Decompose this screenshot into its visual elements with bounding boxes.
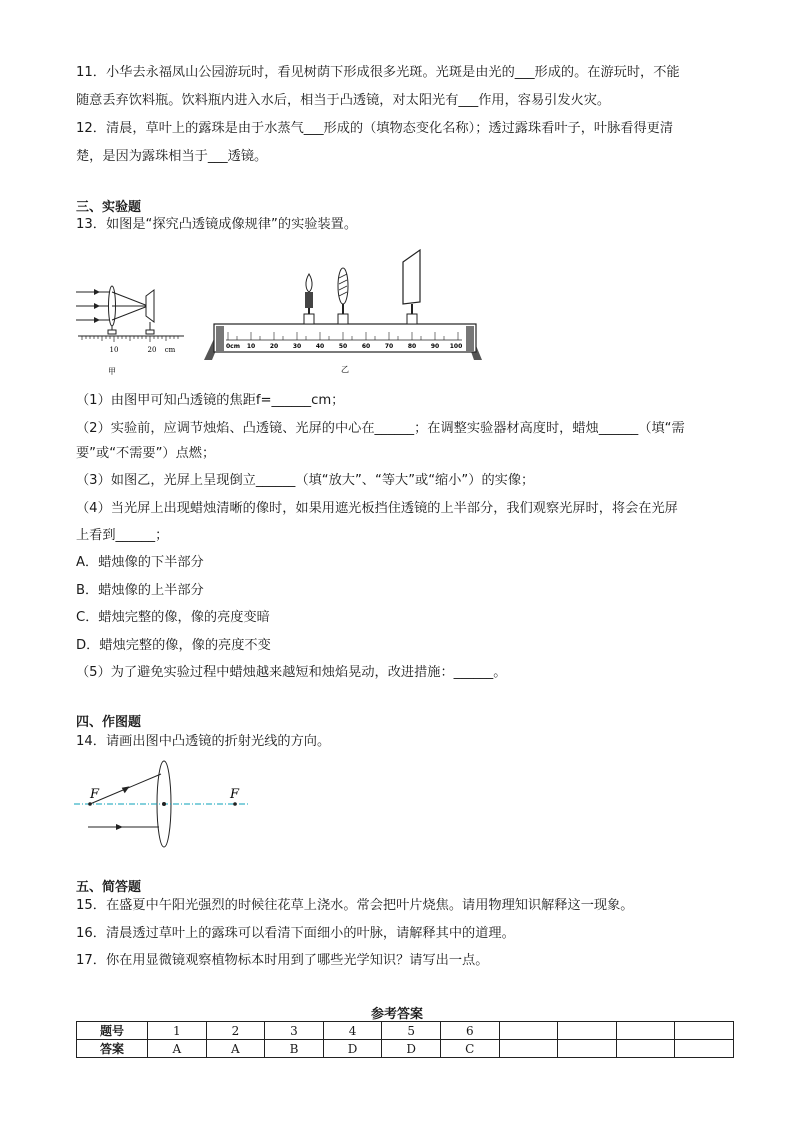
fig-yi-tick-10: 10 [246, 343, 256, 350]
answer-cell: D [382, 1040, 441, 1058]
number-cell [558, 1022, 617, 1040]
answer-cell [616, 1040, 675, 1058]
fig-yi-tick-30: 30 [292, 343, 302, 350]
answers-title: 参考答案 [370, 1007, 423, 1022]
q13-part3: （3）如图乙，光屏上呈现倒立______（填“放大”、“等大”或“缩小”）的实像； [76, 473, 535, 488]
row-header-number: 题号 [77, 1022, 148, 1040]
fig-yi-label: 乙 [341, 365, 349, 374]
fig-yi-tick-100: 100 [449, 343, 463, 350]
q13-part4-line2: 上看到______； [76, 528, 169, 543]
fig-jia-label: 甲 [108, 367, 116, 376]
answers-table [76, 1021, 734, 1058]
answer-cell: B [265, 1040, 324, 1058]
candle [304, 274, 314, 324]
fig-jia-tick-20: 20 [147, 346, 157, 354]
number-cell [616, 1022, 675, 1040]
number-cell [675, 1022, 734, 1040]
fig-jia-tick-10: 10 [109, 346, 119, 354]
fig-yi-tick-80: 80 [407, 343, 417, 350]
figure-yi-optical-bench [200, 244, 490, 378]
number-cell: 6 [440, 1022, 499, 1040]
answer-cell: C [440, 1040, 499, 1058]
q17: 17．你在用显微镜观察植物标本时用到了哪些光学知识？请写出一点。 [76, 953, 489, 968]
q13-stem: 13．如图是“探究凸透镜成像规律”的实验装置。 [76, 217, 358, 232]
convex-lens [338, 268, 348, 324]
answer-cell: A [206, 1040, 265, 1058]
section-short-answer-heading: 五、简答题 [76, 880, 142, 895]
table-row [77, 1040, 734, 1058]
q13-option-d: D．蜡烛完整的像，像的亮度不变 [76, 638, 271, 653]
q15: 15．在盛夏中午阳光强烈的时候往花草上浇水。常会把叶片烧焦。请用物理知识解释这一现象。 [76, 898, 634, 913]
fig-yi-tick-0: 0cm [226, 343, 240, 350]
number-cell: 3 [265, 1022, 324, 1040]
q13-option-a: A．蜡烛像的下半部分 [76, 555, 204, 570]
answer-cell [675, 1040, 734, 1058]
section-experiment-heading: 三、实验题 [76, 200, 142, 215]
answer-cell: D [323, 1040, 382, 1058]
q13-part4-line1: （4）当光屏上出现蜡烛清晰的像时，如果用遮光板挡住透镜的上半部分，我们观察光屏时，将会在光屏 [76, 501, 678, 516]
focus-right-label: F [230, 787, 240, 802]
light-screen [403, 250, 420, 324]
fig-yi-tick-60: 60 [361, 343, 371, 350]
fig-yi-tick-50: 50 [338, 343, 348, 350]
fig-yi-tick-70: 70 [384, 343, 394, 350]
fig-yi-tick-20: 20 [269, 343, 279, 350]
q11-line2: 随意丢弃饮料瓶。饮料瓶内进入水后，相当于凸透镜，对太阳光有___作用，容易引发火灾。 [76, 93, 611, 108]
figure-q14-lens-diagram [72, 758, 252, 850]
number-cell: 4 [323, 1022, 382, 1040]
q13-option-b: B．蜡烛像的上半部分 [76, 583, 204, 598]
q11-line1: 11．小华去永福凤山公园游玩时，看见树荫下形成很多光斑。光斑是由光的___形成的。在游玩时，不能 [76, 65, 680, 80]
q13-part2-line1: （2）实验前，应调节烛焰、凸透镜、光屏的中心在______；在调整实验器材高度时，蜡烛______（填“需 [76, 421, 685, 436]
number-cell: 5 [382, 1022, 441, 1040]
q12-line2: 楚，是因为露珠相当于___透镜。 [76, 149, 268, 164]
row-header-answer: 答案 [77, 1040, 148, 1058]
fig-yi-tick-90: 90 [430, 343, 440, 350]
q13-part1: （1）由图甲可知凸透镜的焦距f=______cm； [76, 393, 345, 408]
focus-left-label: F [90, 787, 100, 802]
q13-part5: （5）为了避免实验过程中蜡烛越来越短和烛焰晃动，改进措施：______。 [76, 665, 507, 680]
q14-stem: 14．请画出图中凸透镜的折射光线的方向。 [76, 734, 331, 749]
number-cell [499, 1022, 558, 1040]
q16: 16．清晨透过草叶上的露珠可以看清下面细小的叶脉，请解释其中的道理。 [76, 926, 515, 941]
q12-line1: 12．清晨，草叶上的露珠是由于水蒸气___形成的（填物态变化名称）；透过露珠看叶子，叶脉看得更清 [76, 121, 674, 136]
answer-cell [499, 1040, 558, 1058]
figure-jia-focal-length [74, 268, 194, 378]
number-cell: 1 [148, 1022, 207, 1040]
answer-cell: A [148, 1040, 207, 1058]
table-row [77, 1022, 734, 1040]
fig-yi-tick-40: 40 [315, 343, 325, 350]
fig-jia-tick-cm: cm [164, 346, 176, 354]
section-drawing-heading: 四、作图题 [76, 715, 142, 730]
q13-option-c: C．蜡烛完整的像，像的亮度变暗 [76, 610, 270, 625]
answer-cell [558, 1040, 617, 1058]
q13-part2-line2: 要”或“不需要”）点燃； [76, 446, 216, 461]
number-cell: 2 [206, 1022, 265, 1040]
